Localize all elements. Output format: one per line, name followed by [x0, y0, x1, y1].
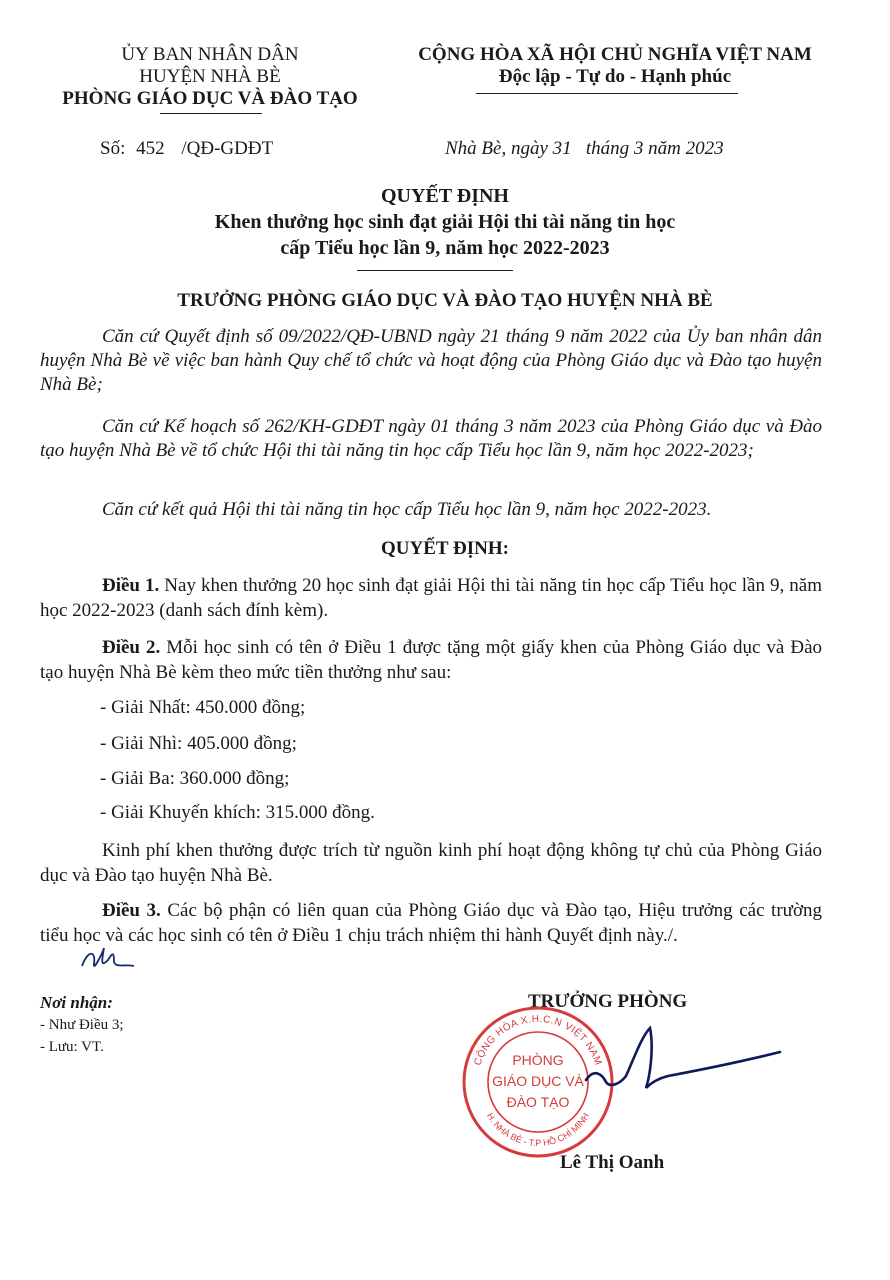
recipients-heading: Nơi nhận:: [40, 993, 113, 1012]
subtitle-line2: cấp Tiểu học lần 9, năm học 2022-2023: [280, 237, 610, 259]
title-underline: [357, 270, 513, 271]
article-2: [40, 635, 822, 685]
article-1-label: Điều 1.: [102, 575, 160, 596]
decision-heading: QUYẾT ĐỊNH:: [381, 538, 509, 559]
stamp-ring-bottom: H. NHÀ BÈ - T.P HỒ CHÍ MINH: [484, 1111, 592, 1149]
document-title: QUYẾT ĐỊNH: [381, 185, 509, 207]
article-2-text: Mỗi học sinh có tên ở Điều 1 được tặng một giấy khen của Phòng Giáo dục và Đào tạo huyện Nhà Bè kèm theo mức tiền thưởng như sau:: [40, 637, 823, 683]
basis-3: Căn cứ kết quả Hội thi tài năng tin học cấp Tiểu học lần 9, năm học 2022-2023.: [102, 499, 712, 520]
doc-number-value: 452: [136, 138, 165, 159]
article-3-text: Các bộ phận có liên quan của Phòng Giáo dục và Đào tạo, Hiệu trưởng các trường tiểu học và các học sinh có tên ở Điều 1 chịu trách nhiệm thi hành Quyết định này./.: [40, 900, 823, 946]
article-2-label: Điều 2.: [102, 637, 161, 658]
signer-name: Lê Thị Oanh: [560, 1152, 665, 1173]
country-name: CỘNG HÒA XÃ HỘI CHỦ NGHĨA VIỆT NAM: [418, 44, 812, 65]
doc-number-suffix: /QĐ-GDĐT: [181, 138, 274, 159]
prize-third: - Giải Ba: 360.000 đồng;: [100, 768, 290, 789]
stamp-center-2: GIÁO DỤC VÀ: [492, 1073, 584, 1089]
place-date: Nhà Bè, ngày 31 tháng 3 năm 2023: [445, 138, 724, 159]
motto: Độc lập - Tự do - Hạnh phúc: [498, 66, 732, 87]
initials-scribble: [78, 944, 138, 974]
prize-second: - Giải Nhì: 405.000 đồng;: [100, 733, 297, 754]
document-number: [100, 138, 273, 160]
signer-title: TRƯỞNG PHÒNG: [528, 991, 688, 1012]
issuer-line2: HUYỆN NHÀ BÈ: [139, 66, 281, 87]
article-3-label: Điều 3.: [102, 900, 161, 921]
handwritten-signature: [580, 1018, 800, 1108]
issuer-underline: [160, 113, 262, 114]
title-block: [0, 183, 890, 261]
issuer-block: [60, 44, 360, 110]
funding-paragraph: Kinh phí khen thưởng được trích từ nguồn kinh phí hoạt động không tự chủ của Phòng Giáo dục và Đào tạo huyện Nhà Bè.: [40, 840, 822, 886]
doc-number-prefix: Số:: [100, 138, 126, 159]
motto-underline: [476, 93, 738, 94]
issuer-line1: ỦY BAN NHÂN DÂN: [121, 44, 299, 65]
issuer-line3: PHÒNG GIÁO DỤC VÀ ĐÀO TẠO: [62, 88, 358, 109]
basis-2: Căn cứ Kế hoạch số 262/KH-GDĐT ngày 01 tháng 3 năm 2023 của Phòng Giáo dục và Đào tạo huyện Nhà Bè về tổ chức Hội thi tài năng tin học cấp Tiểu học lần 9, năm học 2022-2023;: [40, 416, 822, 461]
issuing-authority: TRƯỞNG PHÒNG GIÁO DỤC VÀ ĐÀO TẠO HUYỆN NHÀ BÈ: [177, 290, 713, 311]
stamp-center-3: ĐÀO TẠO: [506, 1094, 570, 1110]
prize-first: - Giải Nhất: 450.000 đồng;: [100, 697, 306, 718]
recipient-1: - Như Điều 3;: [40, 1017, 124, 1033]
basis-1: Căn cứ Quyết định số 09/2022/QĐ-UBND ngày 21 tháng 9 năm 2022 của Ủy ban nhân dân huyện Nhà Bè về việc ban hành Quy chế tổ chức và hoạt động của Phòng Giáo dục và Đào tạo huyện Nhà Bè;: [40, 326, 822, 395]
stamp-center-1: PHÒNG: [512, 1052, 564, 1068]
stamp-ring-top: CỘNG HÒA X.H.C.N VIỆT NAM: [472, 1013, 604, 1067]
article-1: [40, 573, 822, 623]
subtitle-line1: Khen thưởng học sinh đạt giải Hội thi tài năng tin học: [214, 211, 676, 233]
prize-encouragement: - Giải Khuyến khích: 315.000 đồng.: [100, 802, 375, 823]
article-3: [40, 898, 822, 948]
article-1-text: Nay khen thưởng 20 học sinh đạt giải Hội thi tài năng tin học cấp Tiểu học lần 9, năm học 2022-2023 (danh sách đính kèm).: [40, 575, 822, 621]
recipient-2: - Lưu: VT.: [40, 1039, 104, 1055]
national-motto-block: [380, 44, 850, 88]
